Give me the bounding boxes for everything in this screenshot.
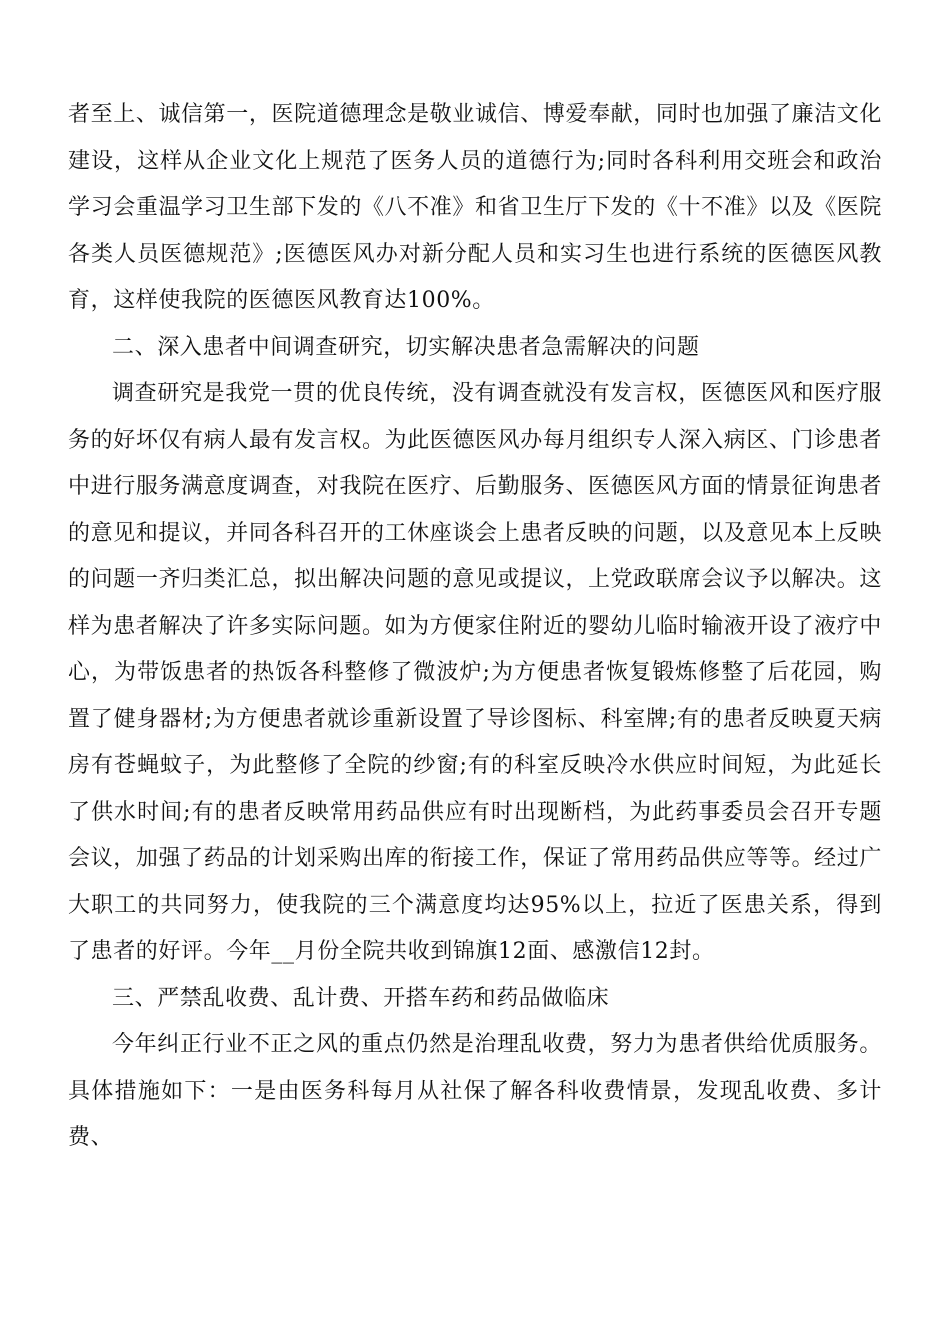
section-heading-2: 二、深入患者中间调查研究，切实解决患者急需解决的问题 <box>112 334 700 360</box>
document-body <box>68 92 882 1162</box>
paragraph-investigation: 调查研究是我党一贯的优良传统，没有调查就没有发言权，医德医风和医疗服务的好坏仅有病人最有发言权。为此医德医风办每月组织专人深入病区、门诊患者中进行服务满意度调查，对我院在医疗、后勤服务、医德医风方面的情景征询患者的意见和提议，并同各科召开的工休座谈会上患者反映的问题，以及意见本上反映的问题一齐归类汇总，拟出解决问题的意见或提议，上党政联席会议予以解决。这样为患者解决了许多实际问题。如为方便家住附近的婴幼儿临时输液开设了液疗中心，为带饭患者的热饭各科整修了微波炉;为方便患者恢复锻炼修整了后花园，购置了健身器材;为方便患者就诊重新设置了导诊图标、科室牌;有的患者反映夏天病房有苍蝇蚊子，为此整修了全院的纱窗;有的科室反映冷水供应时间短，为此延长了供水时间;有的患者反映常用药品供应有时出现断档，为此药事委员会召开专题会议，加强了药品的计划采购出库的衔接工作，保证了常用药品供应等等。经过广大职工的共同努力，使我院的三个满意度均达95%以上，拉近了医患关系，得到了患者的好评。今年__月份全院共收到锦旗12面、感激信12封。 <box>68 381 882 964</box>
paragraph-continuation: 者至上、诚信第一，医院道德理念是敬业诚信、博爱奉献，同时也加强了廉洁文化建设，这样从企业文化上规范了医务人员的道德行为;同时各科利用交班会和政治学习会重温学习卫生部下发的《八不准》和省卫生厅下发的《十不准》以及《医院各类人员医德规范》;医德医风办对新分配人员和实习生也进行系统的医德医风教育，这样使我院的医德医风教育达100%。 <box>68 102 882 313</box>
section-heading-3: 三、严禁乱收费、乱计费、开搭车药和药品做临床 <box>112 985 610 1011</box>
paragraph-charges: 今年纠正行业不正之风的重点仍然是治理乱收费，努力为患者供给优质服务。具体措施如下：一是由医务科每月从社保了解各科收费情景，发现乱收费、多计费、 <box>68 1032 882 1150</box>
